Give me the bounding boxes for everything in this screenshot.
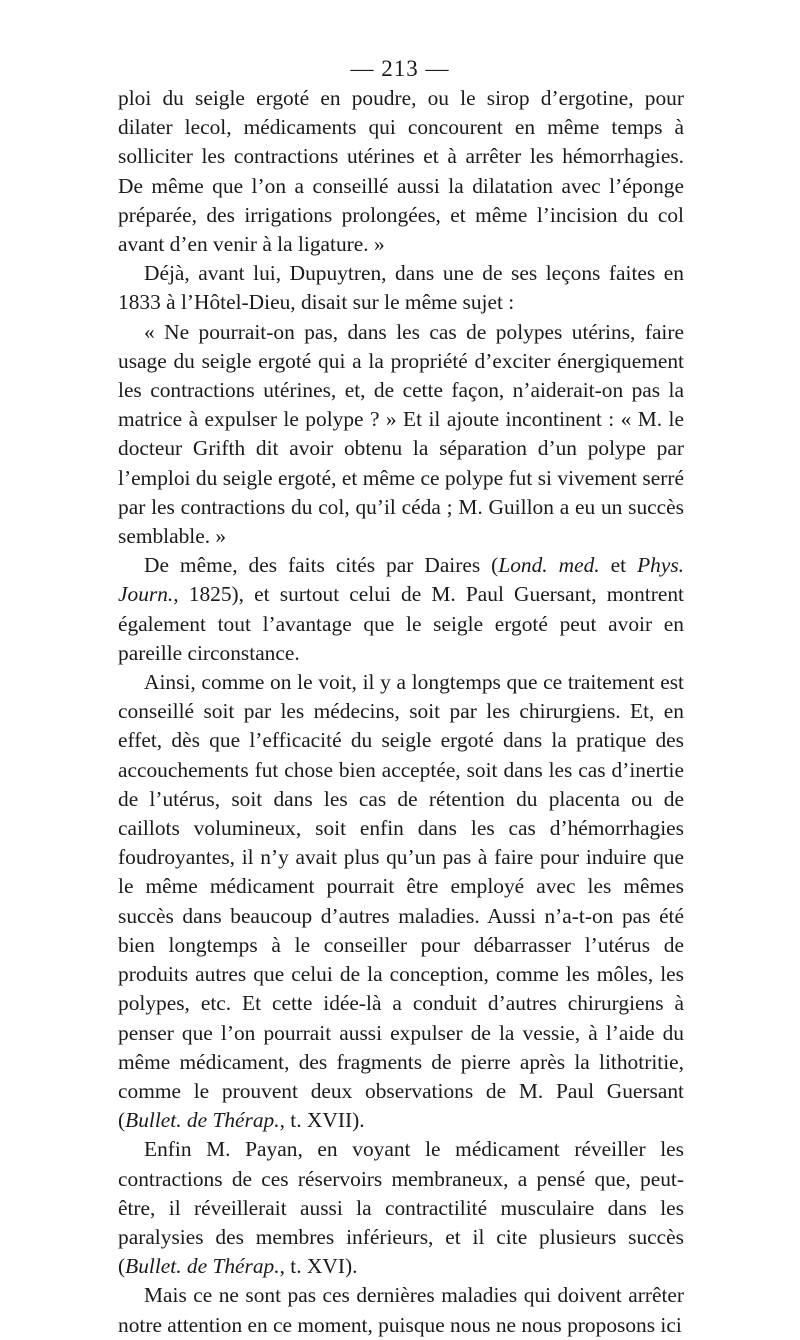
- text-run: et: [599, 553, 638, 578]
- text-run: Enfin M. Payan, en voyant le médicament réveiller les contractions de ces réservoirs membraneux, a pensé que, peut-être, il réveillerait aussi la contractilité musculaire dans les paralysies des membres inférieurs, et il cite plusieurs succès (: [118, 1137, 684, 1279]
- text-run: De même, des faits cités par Daires (: [144, 553, 499, 578]
- paragraph-daires: [118, 551, 684, 668]
- paragraph-dupuytren: Déjà, avant lui, Dupuytren, dans une de ses leçons faites en 1833 à l’Hôtel-Dieu, disait sur le même sujet :: [118, 261, 684, 315]
- text-run: Ainsi, comme on le voit, il y a longtemps que ce traitement est conseillé soit par les médecins, soit par les chirurgiens. Et, en effet, dès que l’efficacité du seigle ergoté dans la pratique des accouchements fut chose bien acceptée, soit dans les cas d’inertie de l’utérus, soit dans les cas de rétention du placenta ou de caillots volumineux, soit enfin dans les cas d’hémorrhagies foudroyantes, il n’y avait plus qu’un pas à faire pour induire que le même médicament pourrait être employé avec les mêmes succès dans beaucoup d’autres maladies. Aussi n’a-t-on pas été bien longtemps à le conseiller pour débarrasser l’utérus de produits autres que celui de la conception, comme les môles, les polypes, etc. Et cette idée-là a conduit d’autres chirurgiens à penser que l’on pourrait aussi expulser de la vessie, à l’aide du même médicament, des fragments de pierre après la lithotritie, comme le prouvent deux observations de M. Paul Guersant (: [118, 670, 684, 1133]
- body-text: [118, 84, 684, 1340]
- citation-title: Bullet. de Thérap.: [125, 1108, 280, 1133]
- text-run: , t. XVI).: [279, 1254, 358, 1279]
- paragraph-continuation: ploi du seigle ergoté en poudre, ou le sirop d’ergotine, pour dilater lecol, médicaments qui concourent en même temps à solliciter les contractions utérines et à arrêter les hémorrhagies. De même que l’on a conseillé aussi la dilatation avec l’éponge préparée, des irrigations prolongées, et même l’incision du col avant d’en venir à la ligature. »: [118, 86, 684, 257]
- citation-title: Phys. Journ.: [118, 553, 684, 607]
- citation-title: Lond. med.: [498, 553, 600, 578]
- paragraph-ainsi: [118, 668, 684, 1135]
- text-run: , 1825), et surtout celui de M. Paul Guersant, montrent également tout l’avantage que le seigle ergoté peut avoir en pareille circonstance.: [118, 582, 684, 665]
- text-run: , t. XVII).: [279, 1108, 365, 1133]
- citation-title: Bullet. de Thérap.: [125, 1254, 280, 1279]
- page-number: — 213 —: [350, 56, 450, 81]
- paragraph-mais: Mais ce ne sont pas ces dernières maladies qui doivent arrêter notre attention en ce moment, puisque nous ne nous proposons ici: [118, 1283, 684, 1337]
- paragraph-payan: [118, 1135, 684, 1281]
- paragraph-dupuytren-quote: « Ne pourrait-on pas, dans les cas de polypes utérins, faire usage du seigle ergoté qui a la propriété d’exciter énergiquement les contractions utérines, et, de cette façon, n’aiderait-on pas la matrice à expulser le polype ? » Et il ajoute incontinent : « M. le docteur Grifth dit avoir obtenu la séparation d’un polype par l’emploi du seigle ergoté, et même ce polype fut si vivement serré par les contractions du col, qu’il céda ; M. Guillon a eu un succès semblable. »: [118, 319, 684, 549]
